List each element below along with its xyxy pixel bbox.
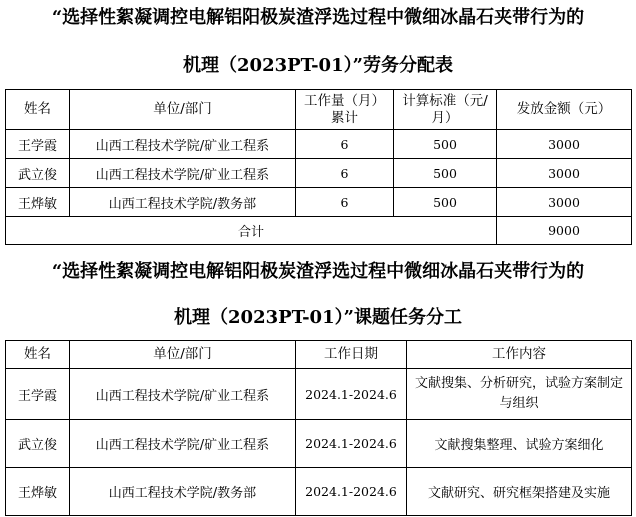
cell-amount: 3000 bbox=[497, 130, 632, 159]
cell-dept: 山西工程技术学院/教务部 bbox=[70, 188, 296, 217]
cell-months: 6 bbox=[296, 159, 394, 188]
total-row bbox=[6, 217, 632, 245]
cell-name: 王学霞 bbox=[6, 130, 70, 159]
header-name: 姓名 bbox=[6, 90, 70, 130]
cell-standard: 500 bbox=[394, 159, 497, 188]
cell-content: 文献搜集、分析研究，试验方案制定与组织 bbox=[407, 369, 632, 420]
cell-name: 王学霞 bbox=[6, 369, 70, 420]
table-row bbox=[6, 130, 632, 159]
header-standard: 计算标准（元/月） bbox=[394, 90, 497, 130]
table-row bbox=[6, 420, 632, 468]
cell-dept: 山西工程技术学院/矿业工程系 bbox=[70, 369, 296, 420]
table2-title-line2: 机理（2023PT-01）”课题任务分工 bbox=[174, 307, 462, 328]
header-months: 工作量（月）累计 bbox=[296, 90, 394, 130]
total-label: 合计 bbox=[6, 217, 497, 245]
table1-title-line2: 机理（2023PT-01）”劳务分配表 bbox=[183, 55, 453, 76]
cell-amount: 3000 bbox=[497, 159, 632, 188]
header-name: 姓名 bbox=[6, 341, 70, 369]
cell-name: 王烨敏 bbox=[6, 468, 70, 516]
cell-name: 武立俊 bbox=[6, 159, 70, 188]
cell-date: 2024.1-2024.6 bbox=[296, 468, 407, 516]
cell-name: 王烨敏 bbox=[6, 188, 70, 217]
task-division-table bbox=[5, 340, 632, 516]
cell-dept: 山西工程技术学院/矿业工程系 bbox=[70, 420, 296, 468]
cell-dept: 山西工程技术学院/教务部 bbox=[70, 468, 296, 516]
total-value: 9000 bbox=[497, 217, 632, 245]
cell-name: 武立俊 bbox=[6, 420, 70, 468]
cell-dept: 山西工程技术学院/矿业工程系 bbox=[70, 159, 296, 188]
table-header-row bbox=[6, 341, 632, 369]
cell-standard: 500 bbox=[394, 130, 497, 159]
labor-distribution-table bbox=[5, 89, 632, 245]
header-amount: 发放金额（元） bbox=[497, 90, 632, 130]
header-date: 工作日期 bbox=[296, 341, 407, 369]
table2-title-line1: “选择性絮凝调控电解铝阳极炭渣浮选过程中微细冰晶石夹带行为的 bbox=[51, 261, 585, 282]
header-content: 工作内容 bbox=[407, 341, 632, 369]
cell-amount: 3000 bbox=[497, 188, 632, 217]
table-row bbox=[6, 188, 632, 217]
cell-date: 2024.1-2024.6 bbox=[296, 420, 407, 468]
header-dept: 单位/部门 bbox=[70, 341, 296, 369]
cell-standard: 500 bbox=[394, 188, 497, 217]
table-header-row bbox=[6, 90, 632, 130]
header-dept: 单位/部门 bbox=[70, 90, 296, 130]
cell-months: 6 bbox=[296, 130, 394, 159]
cell-dept: 山西工程技术学院/矿业工程系 bbox=[70, 130, 296, 159]
table-row bbox=[6, 159, 632, 188]
table-row bbox=[6, 369, 632, 420]
cell-date: 2024.1-2024.6 bbox=[296, 369, 407, 420]
cell-content: 文献研究、研究框架搭建及实施 bbox=[407, 468, 632, 516]
table-row bbox=[6, 468, 632, 516]
cell-content: 文献搜集整理、试验方案细化 bbox=[407, 420, 632, 468]
table1-title-line1: “选择性絮凝调控电解铝阳极炭渣浮选过程中微细冰晶石夹带行为的 bbox=[51, 7, 585, 28]
cell-months: 6 bbox=[296, 188, 394, 217]
